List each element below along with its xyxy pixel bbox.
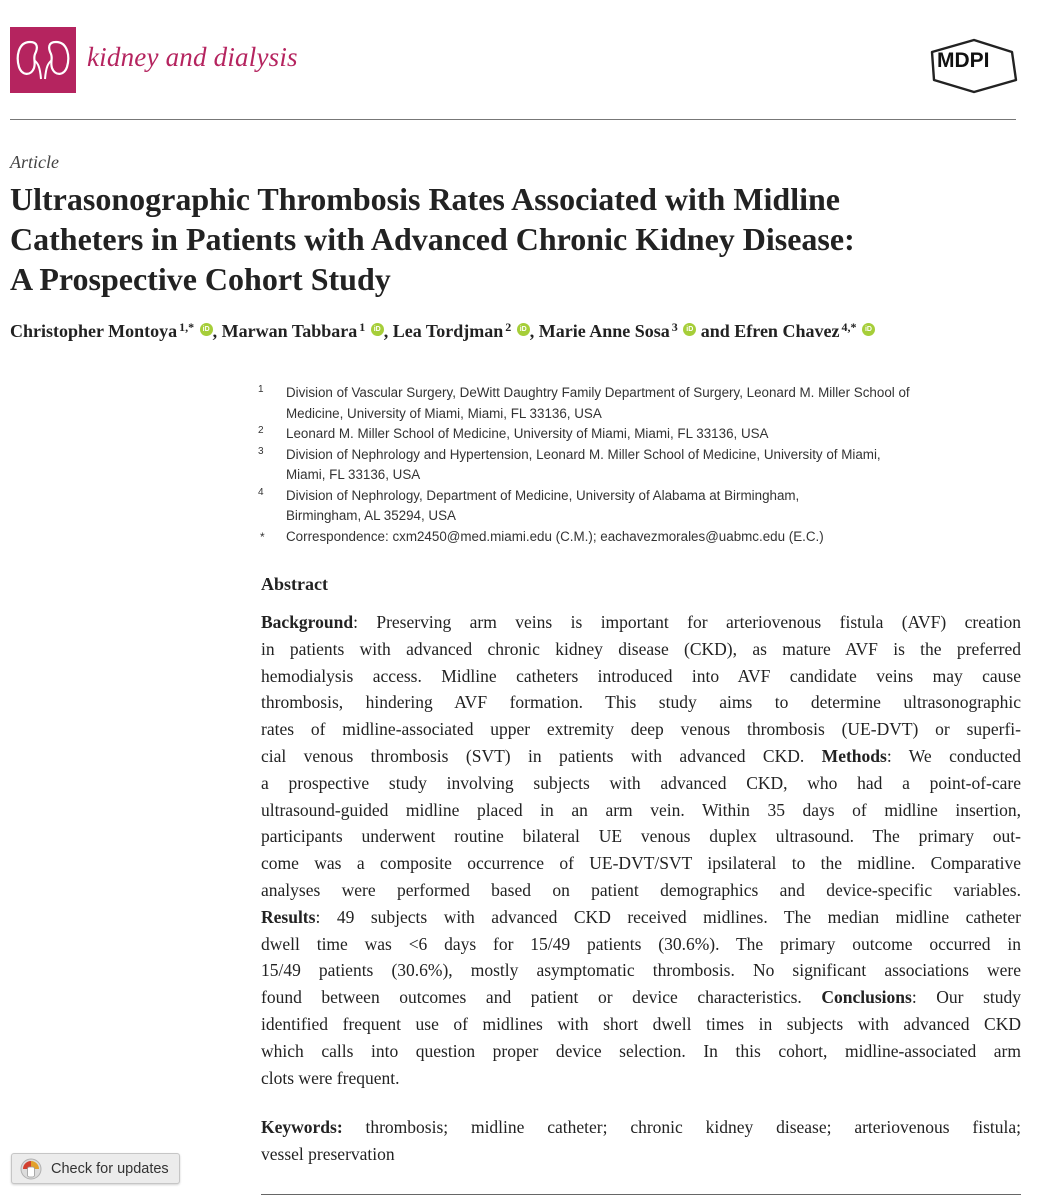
abstract-text: participants underwent routine bilateral UE venous duplex ultrasound. The primary out- bbox=[261, 826, 1021, 847]
abstract-body bbox=[261, 609, 1021, 1091]
article-title-line: Catheters in Patients with Advanced Chronic Kidney Disease: bbox=[10, 221, 855, 257]
abstract-line bbox=[261, 931, 1021, 958]
author-name[interactable]: Christopher Montoya bbox=[10, 321, 178, 341]
author-entry bbox=[213, 321, 384, 341]
check-for-updates-button[interactable] bbox=[11, 1153, 180, 1184]
abstract-text: which calls into question proper device selection. In this cohort, midline-associated arm bbox=[261, 1040, 1021, 1061]
abstract-text: dwell time was <6 days for 15/49 patients (30.6%). The primary outcome occurred in bbox=[261, 933, 1021, 954]
affiliation-text: Birmingham, AL 35294, USA bbox=[286, 508, 456, 523]
correspondence-marker: * bbox=[260, 529, 265, 544]
footer-divider bbox=[261, 1194, 1021, 1195]
author-name[interactable]: Efren Chavez bbox=[734, 321, 840, 341]
abstract-line bbox=[261, 957, 1021, 984]
abstract-text: ultrasound-guided midline placed in an arm vein. Within 35 days of midline insertion, bbox=[261, 799, 1021, 820]
affiliation-item bbox=[258, 424, 1028, 445]
abstract-text: analyses were performed based on patient demographics and device-specific variables. bbox=[261, 879, 1021, 900]
kidney-pair-icon bbox=[10, 27, 76, 93]
abstract-line bbox=[261, 797, 1021, 824]
affiliation-text: Division of Vascular Surgery, DeWitt Daughtry Family Department of Surgery, Leonard M. Miller School of bbox=[286, 385, 910, 400]
author-list bbox=[10, 320, 875, 342]
author-name[interactable]: Lea Tordjman bbox=[392, 321, 504, 341]
check-for-updates-label: Check for updates bbox=[51, 1160, 169, 1177]
author-separator: , bbox=[529, 321, 539, 341]
article-title bbox=[10, 179, 1030, 299]
abstract-line bbox=[261, 689, 1021, 716]
abstract-text: : Our study bbox=[911, 987, 1021, 1008]
affiliation-text: Leonard M. Miller School of Medicine, University of Miami, Miami, FL 33136, USA bbox=[286, 426, 769, 441]
abstract-text: rates of midline-associated upper extremity deep venous thrombosis (UE-DVT) or superfi- bbox=[261, 719, 1021, 740]
check-for-updates-icon bbox=[20, 1158, 42, 1180]
author-affiliation-marker: 3 bbox=[671, 320, 678, 334]
author-entry bbox=[384, 321, 530, 341]
abstract-text: identified frequent use of midlines with short dwell times in subjects with advanced CKD bbox=[261, 1013, 1021, 1034]
affiliation-item bbox=[258, 445, 1028, 486]
orcid-icon[interactable]: iD bbox=[371, 323, 384, 336]
affiliation-number: 3 bbox=[258, 445, 264, 457]
correspondence bbox=[258, 527, 1028, 548]
author-entry bbox=[10, 321, 213, 341]
abstract-section-label: Background bbox=[261, 612, 354, 632]
correspondence-text[interactable]: Correspondence: cxm2450@med.miami.edu (C.M.); eachavezmorales@uabmc.edu (E.C.) bbox=[286, 528, 824, 544]
author-separator: and bbox=[696, 321, 735, 341]
article-type: Article bbox=[10, 152, 59, 172]
abstract-text: a prospective study involving subjects with advanced CKD, who had a point-of-care bbox=[261, 772, 1021, 793]
affiliation-item bbox=[258, 486, 1028, 527]
abstract-line bbox=[261, 636, 1021, 663]
abstract-text: : 49 subjects with advanced CKD received midlines. The median midline catheter bbox=[315, 906, 1021, 927]
author-separator: , bbox=[383, 321, 393, 341]
abstract-line bbox=[261, 823, 1021, 850]
keywords-label: Keywords: bbox=[261, 1117, 343, 1137]
affiliation-text: Division of Nephrology, Department of Medicine, University of Alabama at Birmingham, bbox=[286, 487, 800, 503]
abstract-line bbox=[261, 663, 1021, 690]
abstract-section-label: Conclusions bbox=[821, 987, 912, 1008]
author-affiliation-marker: 1 bbox=[359, 320, 366, 334]
abstract-line bbox=[261, 904, 1021, 931]
abstract-text: in patients with advanced chronic kidney disease (CKD), as mature AVF is the preferred bbox=[261, 638, 1021, 659]
affiliation-number: 1 bbox=[258, 384, 264, 395]
abstract-line bbox=[261, 609, 1021, 636]
article-title-line: A Prospective Cohort Study bbox=[10, 261, 391, 297]
author-name[interactable]: Marie Anne Sosa bbox=[538, 321, 670, 341]
abstract-line bbox=[261, 1011, 1021, 1038]
abstract-text: : Preserving arm veins is important for arteriovenous fistula (AVF) creation bbox=[353, 612, 1021, 632]
author-affiliation-marker: 4,* bbox=[841, 320, 857, 334]
abstract-text: come was a composite occurrence of UE-DVT/SVT ipsilateral to the midline. Comparative bbox=[261, 853, 1021, 874]
orcid-icon[interactable]: iD bbox=[517, 323, 530, 336]
journal-logo bbox=[10, 27, 76, 93]
abstract-text: thrombosis, hindering AVF formation. This study aims to determine ultrasonographic bbox=[261, 692, 1021, 713]
abstract-text: : We conducted bbox=[886, 745, 1021, 766]
author-entry bbox=[530, 321, 697, 341]
keywords-section bbox=[261, 1114, 1021, 1168]
abstract-line bbox=[261, 1038, 1021, 1065]
abstract-line bbox=[261, 770, 1021, 797]
author-separator: , bbox=[212, 321, 222, 341]
affiliation-number: 2 bbox=[258, 425, 264, 436]
keywords-line: vessel preservation bbox=[261, 1143, 395, 1164]
affiliation-item bbox=[258, 383, 1028, 424]
abstract-heading: Abstract bbox=[261, 574, 328, 594]
orcid-icon[interactable]: iD bbox=[862, 323, 875, 336]
author-affiliation-marker: 1,* bbox=[179, 320, 195, 334]
abstract-section-label: Methods bbox=[821, 745, 887, 766]
author-affiliation-marker: 2 bbox=[505, 320, 512, 334]
header-divider bbox=[10, 119, 1016, 120]
abstract-line bbox=[261, 1065, 1021, 1092]
orcid-icon[interactable]: iD bbox=[683, 323, 696, 336]
abstract-text: found between outcomes and patient or device characteristics. bbox=[261, 987, 822, 1008]
affiliation-list bbox=[258, 383, 1028, 547]
abstract-line bbox=[261, 743, 1021, 770]
abstract-line bbox=[261, 850, 1021, 877]
abstract-section-label: Results bbox=[261, 906, 316, 927]
orcid-icon[interactable]: iD bbox=[200, 323, 213, 336]
abstract-text: 15/49 patients (30.6%), mostly asymptomatic thrombosis. No significant associations were bbox=[261, 960, 1021, 981]
abstract-text: cial venous thrombosis (SVT) in patients with advanced CKD. bbox=[261, 745, 822, 766]
affiliation-number: 4 bbox=[258, 486, 264, 498]
abstract-line bbox=[261, 984, 1021, 1011]
journal-name: kidney and dialysis bbox=[87, 42, 298, 72]
abstract-text: hemodialysis access. Midline catheters introduced into AVF candidate veins may cause bbox=[261, 665, 1021, 686]
publisher-logo-text: MDPI bbox=[937, 49, 990, 72]
abstract-line bbox=[261, 716, 1021, 743]
affiliation-text: Medicine, University of Miami, Miami, FL 33136, USA bbox=[286, 405, 602, 421]
author-name[interactable]: Marwan Tabbara bbox=[221, 321, 358, 341]
keywords-line bbox=[261, 1114, 1021, 1141]
abstract-text: clots were frequent. bbox=[261, 1067, 400, 1088]
article-title-line: Ultrasonographic Thrombosis Rates Associated with Midline bbox=[10, 181, 840, 217]
affiliation-text: Division of Nephrology and Hypertension, Leonard M. Miller School of Medicine, University of Miami, bbox=[286, 446, 881, 462]
keywords-text: thrombosis; midline catheter; chronic kidney disease; arteriovenous fistula; bbox=[342, 1117, 1021, 1137]
author-entry bbox=[696, 321, 875, 341]
affiliation-text: Miami, FL 33136, USA bbox=[286, 467, 421, 482]
abstract-line bbox=[261, 877, 1021, 904]
